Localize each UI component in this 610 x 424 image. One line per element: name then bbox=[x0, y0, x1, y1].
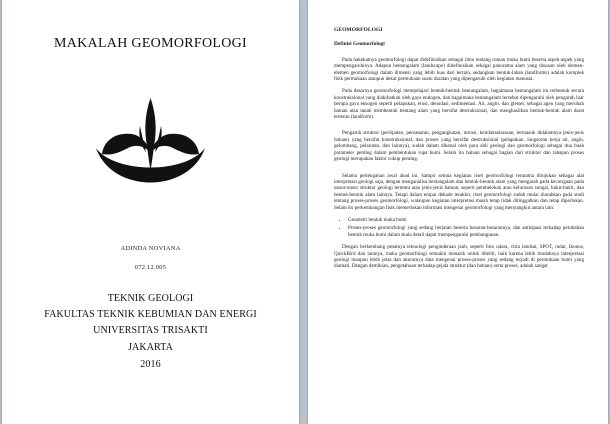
university: UNIVERSITAS TRISAKTI bbox=[93, 325, 208, 336]
list-item: • Geometri bentuk muka bumi bbox=[348, 217, 584, 223]
cover-page bbox=[2, 0, 299, 424]
document-title: GEOMORFOLOGI bbox=[334, 27, 383, 33]
bullet-list bbox=[334, 217, 584, 238]
content-page bbox=[308, 0, 608, 424]
department: TEKNIK GEOLOGI bbox=[107, 293, 194, 304]
faculty: FAKULTAS TEKNIK KEBUMIAN DAN ENERGI bbox=[44, 309, 257, 320]
author-name: ADINDA NOVIANA bbox=[120, 245, 181, 252]
paragraph: Selama pertengahan awal abad ini, hampir semua kegiatan riset geomorfologi terutama ditujukan sebagai alat interpretasi geologi saja, dengan menganalisa bentangalam dan bentuk-bentuk alam yang mengarah pada kecurigaan pada unsur-unsur struktur geologi tertentu atau jenis-jenis batuan, seperti pembelokan atau kelurusan sungai, bukit-bukit, dan bentuk-bentuk alam lainnya. Tetapi dalam empat dekade terakhir, riset geomorfologi sudah mulai diarahkan pada studi tentang proses-proses geomorfologi, walaupun kegiatan interpretasi masih tetap tidak ditinggalkan dan tetap diperlukan. Selain itu perkembangan fisik memerlukan informasi mengenai geomorfologi yang menyangkut antara lain: bbox=[334, 172, 584, 211]
paragraph: Pada hakekatnya geomorfologi dapat didefinisikan sebagai ilmu tentang roman muka bumi beserta aspek-aspek yang mempengaruhinya. Adapun bentangalam (landscape) didefinisikan sebagai panorama alam yang disusun oleh elemen-elemen geomorfologi dalam dimensi yang lebih luas dari terrain, sedangkan bentuk-lahan (landforms) adalah komplek fisik permukaan ataupun dekat permukaan suatu daratan yang dipengaruhi oleh kegiatan manusia. bbox=[334, 56, 584, 83]
paragraph: Pengaruh struktur (perlipatan, pensesaran, pengangkatan, intrusi, ketidakselarasan, termasuk didalamnya jenis-jenis batuan) yang bersifat konstruksional, dan proses yang bersifat destruksional (pelapukan, longsoran kerja air, angin, gelombang, pelarutan, dan lainnya), sudah dalam dikenal oleh para ahli geologi dan geomorfologi sebagai dua buah parameter penting dalam pembentukan rupa bumi. Selain itu batuan sebagai bagian dari struktur dan tahapan proses geologi merupakan faktor cukup penting. bbox=[334, 130, 584, 163]
year: 2016 bbox=[140, 359, 161, 370]
student-number: 072.12.005 bbox=[134, 264, 167, 271]
city: JAKARTA bbox=[128, 342, 173, 353]
cover-title: MAKALAH GEOMORFOLOGI bbox=[53, 36, 248, 51]
paragraph: Dengan berkembang pesatnya teknologi penginderaan jauh, seperti foto udara, citra landsat, SPOT, radar, Ikonos, QuickBird dan lainnya, maka geomorfologi semakin menarik untuk diteliti, baik karena lebih mudahnya interpretasi geologi maupun lebih jelas dan akuratnya data mengenai proses-proses yang sedang terjadi di permukaan bumi yang diamati. Dengan demikian, pengetahuan terhadap gejala struktur (dan batuan) serta proses, adalah sangat bbox=[334, 244, 584, 270]
trisakti-logo-icon bbox=[94, 96, 207, 206]
list-item: • Proses-proses geomorfologi yang sedang berjalan beserta besaran-besarannya, dan antisipasi terhadap perubahan bentuk muka bumi dalam skala detail dapat mempengaruhi pembangunan. bbox=[348, 225, 584, 238]
section-heading: Definisi Geomorfologi bbox=[334, 41, 385, 48]
paragraph: Pada dasarnya geomorfologi mempelajari bentuk-bentuk bentangalam, bagaimana bentangalam itu terbentuk secara konstruksional yang diakibatkan oleh gaya endogen, dan bagaimana bentangalam tersebut dipengaruhi oleh pengaruh luar berupa gaya eksogen seperti pelapukan, erosi, denudasi, sedimentasi. Air, angin, dan gletser, sebagai agen yang merubah batuan atau tanah membentuk bentang alam yang bersifat destruksional, dan menghasilkan bentuk-bentuk alam darat tertentu (landform). bbox=[334, 88, 584, 121]
